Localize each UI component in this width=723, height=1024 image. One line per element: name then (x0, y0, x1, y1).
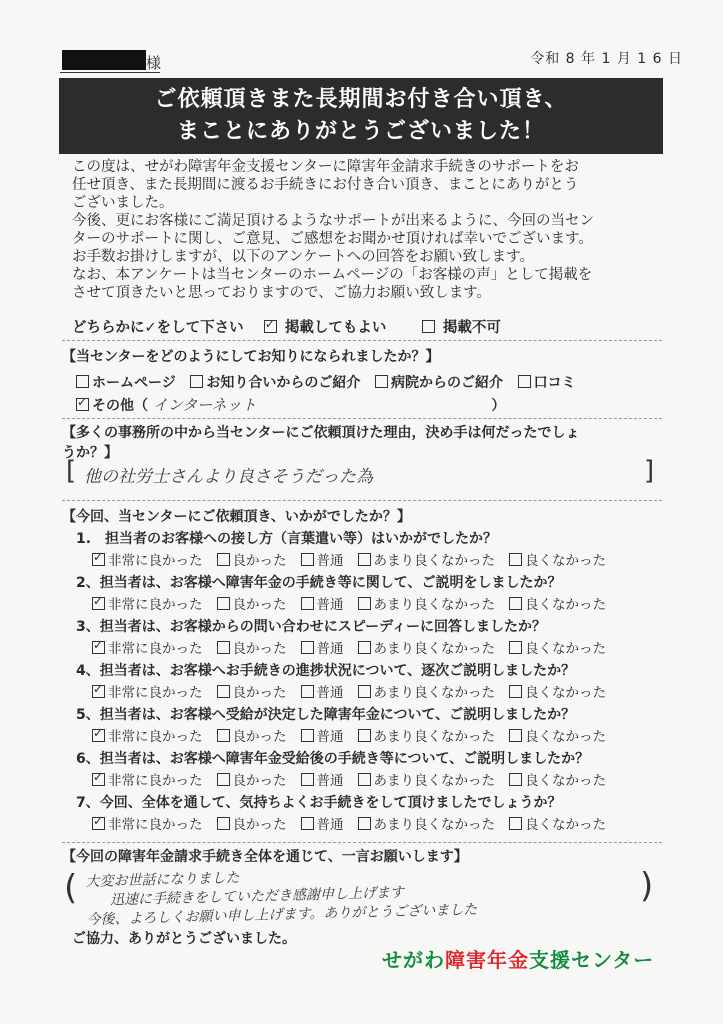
intro-line: ターのサポートに関し、ご意見、ご感想をお聞かせ頂ければ幸いでございます。 (72, 231, 593, 247)
scale-label: あまり良くなかった (373, 729, 495, 745)
option-homepage: ホームページ (92, 375, 176, 391)
scale-label: 良くなかった (525, 553, 606, 569)
scale-option (509, 685, 606, 701)
scale-checkbox[interactable] (92, 729, 105, 742)
scale-option (509, 597, 606, 613)
option-checkbox[interactable] (76, 375, 89, 388)
option-checkbox[interactable] (518, 375, 531, 388)
answer-scale-row (92, 549, 620, 569)
bracket-open: ( (64, 868, 78, 908)
intro-text (72, 158, 672, 302)
scale-checkbox[interactable] (217, 641, 230, 654)
section1-options (76, 372, 576, 392)
scale-label: 良くなかった (525, 685, 606, 701)
intro-line: 任せ頂き、また長期間に渡るお手続きにお付き合い頂き、まことにありがとう (72, 177, 579, 193)
scale-label: あまり良くなかった (373, 773, 495, 789)
scale-label: 良くなかった (525, 729, 606, 745)
scale-option (358, 685, 496, 701)
scale-option (92, 685, 203, 701)
scale-option (301, 553, 344, 569)
scale-label: 普通 (316, 817, 344, 833)
section2-title (62, 422, 579, 462)
question-2: 2、担当者は、お客様へ障害年金の手続き等に関して、ご説明をしましたか？ (76, 575, 562, 591)
scale-checkbox[interactable] (217, 597, 230, 610)
scale-checkbox[interactable] (92, 641, 105, 654)
scale-label: 良かった (232, 773, 287, 789)
answer-line: 今後、よろしくお願い申し上げます。ありがとうございました (86, 901, 478, 929)
option-hospital: 病院からのご紹介 (390, 375, 503, 391)
question-3: 3、担当者は、お客様からの問い合わせにスピーディーに回答しましたか？ (76, 619, 547, 635)
consent-prompt: どちらかに✓をして下さい (72, 320, 244, 336)
scale-checkbox[interactable] (301, 641, 314, 654)
divider (62, 418, 662, 419)
scale-option (217, 773, 287, 789)
option-other-label: その他（ (92, 398, 148, 414)
scale-checkbox[interactable] (509, 817, 522, 830)
scale-option (358, 773, 496, 789)
scale-option (358, 729, 496, 745)
scale-option (217, 729, 287, 745)
scale-checkbox[interactable] (301, 817, 314, 830)
section4-title: 【今回の障害年金請求手続き全体を通じて、一言お願いします】 (62, 849, 468, 865)
section1-other-row (76, 394, 505, 415)
section2-answer: 他の社労士さんより良さそうだった為 (84, 467, 373, 487)
answer-scale-row (92, 637, 620, 657)
scale-label: 良くなかった (525, 641, 606, 657)
scale-option (217, 553, 287, 569)
scale-option (92, 641, 203, 657)
scale-label: 非常に良かった (108, 641, 203, 657)
divider (62, 842, 662, 843)
answer-scale-row (92, 681, 620, 701)
scale-checkbox[interactable] (358, 773, 371, 786)
redacted-name (62, 50, 146, 70)
intro-line: なお、本アンケートは当センターのホームページの「お客様の声」として掲載を (72, 267, 593, 283)
section2-title-line2: うか？】 (62, 445, 118, 461)
scale-option (217, 685, 287, 701)
scale-checkbox[interactable] (358, 641, 371, 654)
scale-checkbox[interactable] (92, 553, 105, 566)
scale-option (358, 641, 496, 657)
scale-option (301, 729, 344, 745)
scale-checkbox[interactable] (358, 553, 371, 566)
question-7: 7、今回、全体を通して、気持ちよくお手続きをして頂けましたでしょうか？ (76, 795, 562, 811)
title-banner (59, 78, 663, 154)
scale-option (217, 817, 287, 833)
option-checkbox[interactable] (190, 375, 203, 388)
scale-label: 普通 (316, 597, 344, 613)
section3-title: 【今回、当センターにご依頼頂き、いかがでしたか？】 (62, 509, 411, 525)
scale-checkbox[interactable] (92, 773, 105, 786)
option-checkbox[interactable] (375, 375, 388, 388)
consent-no-label: 掲載不可 (442, 320, 501, 336)
divider (62, 340, 662, 341)
section1-title: 【当センターをどのようにしてお知りになられましたか？】 (62, 349, 440, 365)
option-other-close: ） (491, 398, 506, 414)
scale-label: 普通 (316, 641, 344, 657)
scale-checkbox[interactable] (509, 729, 522, 742)
consent-row (72, 316, 501, 337)
scale-checkbox[interactable] (509, 773, 522, 786)
scale-label: 非常に良かった (108, 597, 203, 613)
brand-part-2: 障害年金 (445, 948, 529, 972)
scale-checkbox[interactable] (92, 597, 105, 610)
scale-checkbox[interactable] (92, 817, 105, 830)
scale-checkbox[interactable] (217, 729, 230, 742)
scale-option (358, 817, 496, 833)
bracket-close: ] (644, 456, 655, 486)
scale-label: あまり良くなかった (373, 553, 495, 569)
question-4: 4、担当者は、お客様へお手続きの進捗状況について、逐次ご説明しましたか？ (76, 663, 576, 679)
bracket-close: ) (640, 866, 654, 906)
consent-yes-checkbox[interactable] (264, 320, 277, 333)
date: 令和 8 年 1 月 1 6 日 (530, 51, 683, 67)
scale-label: 良かった (232, 553, 287, 569)
answer-scale-row (92, 813, 620, 833)
consent-no-checkbox[interactable] (422, 320, 435, 333)
scale-option (358, 553, 496, 569)
scale-option (217, 641, 287, 657)
brand-part-3: 支援センター (529, 948, 655, 972)
bracket-open: [ (66, 456, 77, 486)
scale-option (217, 597, 287, 613)
banner-line-2: まことにありがとうございました！ (176, 119, 545, 144)
answer-scale-row (92, 593, 620, 613)
question-5: 5、担当者は、お客様へ受給が決定した障害年金について、ご説明しましたか？ (76, 707, 576, 723)
option-acquaintance: お知り合いからのご紹介 (206, 375, 361, 391)
scale-checkbox[interactable] (509, 553, 522, 566)
section4-answer (85, 863, 477, 930)
scale-label: 良かった (232, 817, 287, 833)
scale-label: あまり良くなかった (373, 641, 495, 657)
scale-label: 非常に良かった (108, 685, 203, 701)
consent-yes-label: 掲載してもよい (284, 320, 387, 336)
option-word-of-mouth: 口コミ (533, 375, 576, 391)
thanks-text: ご協力、ありがとうございました。 (72, 931, 296, 947)
question-6: 6、担当者は、お客様へ障害年金受給後の手続き等について、ご説明しましたか？ (76, 751, 590, 767)
scale-label: 良かった (232, 597, 287, 613)
divider (62, 500, 662, 501)
question-1: 1. 担当者のお客様への接し方（言葉遣い等）はいかがでしたか？ (76, 531, 498, 547)
scale-option (509, 553, 606, 569)
scale-checkbox[interactable] (301, 685, 314, 698)
scale-checkbox[interactable] (358, 597, 371, 610)
intro-line: お手数お掛けしますが、以下のアンケートへの回答をお願い致します。 (72, 249, 534, 265)
scale-checkbox[interactable] (92, 685, 105, 698)
scale-label: 非常に良かった (108, 773, 203, 789)
scale-label: 非常に良かった (108, 817, 203, 833)
scale-label: 普通 (316, 773, 344, 789)
scale-option (92, 729, 203, 745)
scale-checkbox[interactable] (301, 597, 314, 610)
scale-option (509, 641, 606, 657)
scale-label: あまり良くなかった (373, 817, 495, 833)
scale-option (92, 773, 203, 789)
scale-checkbox[interactable] (301, 773, 314, 786)
intro-line: ございました。 (72, 195, 174, 211)
scale-checkbox[interactable] (301, 729, 314, 742)
scale-label: 良かった (232, 641, 287, 657)
scale-checkbox[interactable] (217, 817, 230, 830)
scale-label: 良かった (232, 685, 287, 701)
scale-checkbox[interactable] (358, 729, 371, 742)
scale-option (301, 773, 344, 789)
scale-option (301, 641, 344, 657)
intro-line: 今後、更にお客様にご満足頂けるようなサポートが出来るように、今回の当セン (72, 213, 594, 229)
scale-checkbox[interactable] (509, 641, 522, 654)
scale-label: 非常に良かった (108, 553, 203, 569)
intro-line: させて頂きたいと思っておりますので、ご協力お願い致します。 (72, 285, 492, 301)
scale-checkbox[interactable] (217, 553, 230, 566)
scale-option (509, 817, 606, 833)
scale-option (92, 553, 203, 569)
scale-option (301, 597, 344, 613)
answer-line: 大変お世話になりました (85, 870, 240, 891)
option-other-value: インターネット (152, 396, 257, 414)
scale-option (92, 817, 203, 833)
name-underline (60, 72, 160, 73)
banner-line-1: ご依頼頂きまた長期間お付き合い頂き、 (154, 87, 568, 112)
answer-scale-row (92, 725, 620, 745)
scale-option (92, 597, 203, 613)
scale-label: 普通 (316, 729, 344, 745)
scale-option (509, 773, 606, 789)
option-other-checkbox[interactable] (76, 398, 89, 411)
section2-title-line1: 【多くの事務所の中から当センターにご依頼頂けた理由，決め手は何だったでしょ (62, 425, 580, 441)
answer-line: 迅速に手続きをしていただき感謝申し上げます (109, 884, 405, 909)
intro-line: この度は、せがわ障害年金支援センターに障害年金請求手続きのサポートをお (72, 159, 579, 175)
scale-checkbox[interactable] (509, 597, 522, 610)
scale-label: 普通 (316, 553, 344, 569)
scale-checkbox[interactable] (358, 817, 371, 830)
scale-label: 良くなかった (525, 597, 606, 613)
scale-checkbox[interactable] (358, 685, 371, 698)
brand-logo (382, 944, 654, 973)
scale-option (509, 729, 606, 745)
answer-scale-row (92, 769, 620, 789)
scale-label: あまり良くなかった (373, 597, 495, 613)
scale-option (301, 685, 344, 701)
brand-part-1: せがわ (382, 948, 445, 972)
scale-label: 良かった (232, 729, 287, 745)
scale-label: 普通 (316, 685, 344, 701)
scale-checkbox[interactable] (301, 553, 314, 566)
scale-label: 良くなかった (525, 773, 606, 789)
scale-checkbox[interactable] (509, 685, 522, 698)
recipient-suffix: 様 (146, 54, 162, 72)
scale-option (301, 817, 344, 833)
scale-label: 非常に良かった (108, 729, 203, 745)
scale-checkbox[interactable] (217, 685, 230, 698)
scale-label: あまり良くなかった (373, 685, 495, 701)
scale-option (358, 597, 496, 613)
scale-checkbox[interactable] (217, 773, 230, 786)
scale-label: 良くなかった (525, 817, 606, 833)
